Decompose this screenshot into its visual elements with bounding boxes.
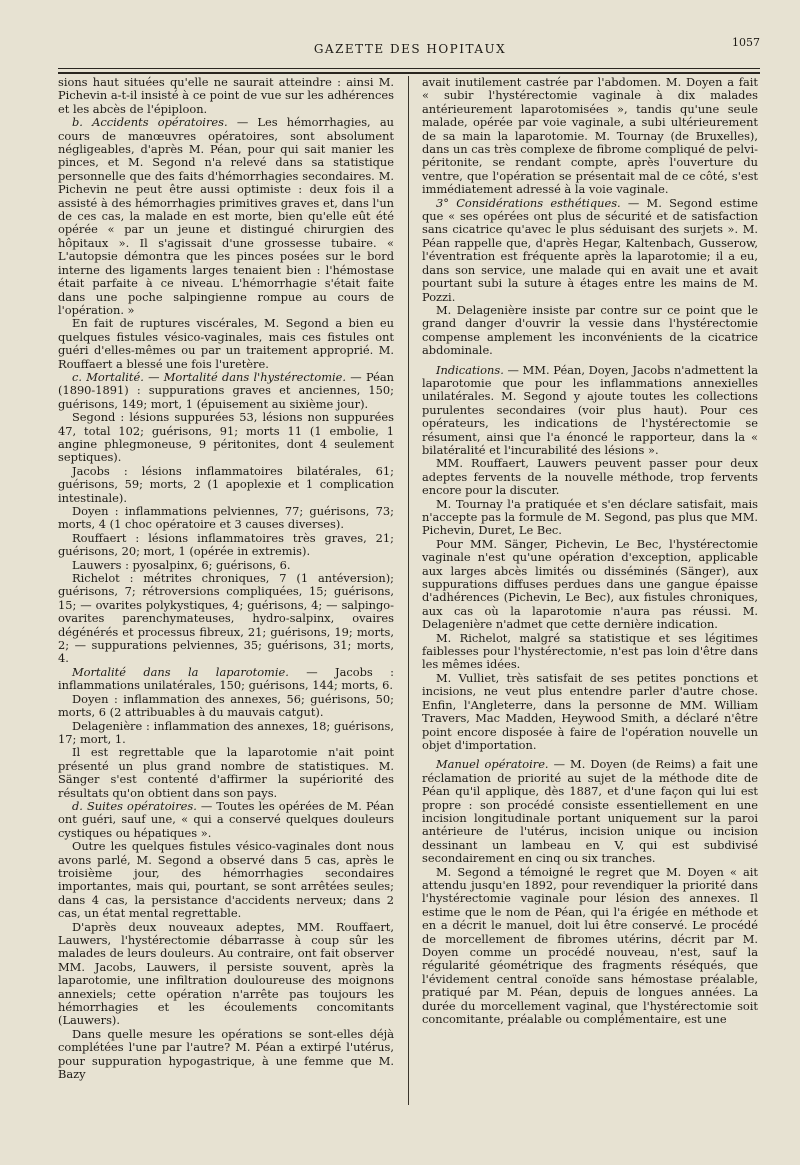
paragraph-text: Doyen : inflammations pelviennes, 77; guérisons, 73; morts, 4 (1 choc opératoire et 3 causes diverses). [58,504,394,532]
left-column [58,76,394,1116]
paragraph-text: Segond : lésions suppurées 53, lésions non suppurées 47, total 102; guérisons, 91; morts 11 (1 embolie, 1 angine phlegmoneuse, 9 péritonites, dont 4 seulement septiques). [58,410,394,465]
paragraph [58,840,394,920]
paragraph [58,465,394,505]
paragraph [422,672,758,752]
paragraph-heading: Mortalité dans la laparotomie. [72,664,289,679]
paragraph-heading: 3° Considérations esthétiques. [436,195,621,210]
paragraph [58,746,394,800]
paragraph [58,1028,394,1082]
paragraph-text: M. Segond a témoigné le regret que M. Doyen « ait attendu jusqu'en 1892, pour revendiquer la priorité dans l'hystérectomie vaginale pour lésion des annexes. Il estime que le nom de Péan, qui l'a érigée en méthode et en a décrit le manuel, doit lui être conservé. Le procédé de morcellement de fibromes utérins, décrit par M. Doyen comme un procédé nouveau, n'est, sauf la régularité géométrique des fragments réséqués, que l'évidement central conoïde sans hémostase préalable, pratiqué par M. Péan, depuis de longues années. La durée du morcellement vaginal, que l'hystérectomie soit concomitante, préalable ou complémentaire, est une [422,864,758,1027]
right-column [422,76,758,1116]
paragraph [58,693,394,720]
paragraph-text: M. Vulliet, très satisfait de ses petites ponctions et incisions, ne veut plus entendre parler d'autre chose. Enfin, l'Angleterre, dans la personne de MM. William Travers, Mac Madden, Heywood Smith, a déclaré n'être point encore disposée à faire de l'opération nouvelle un objet d'importation. [422,670,758,752]
paragraph-text: — Les hémorrhagies, au cours de manœuvres opératoires, sont absolument négligeables, d'après M. Péan, pour qui sait manier les pinces, et M. Segond n'a relevé dans sa statistique personnelle que des faits d'hémorrhagies secondaires. M. Pichevin ne peut être aussi optimiste : deux fois il a assisté à des hémorrhagies primitives graves et, dans l'un de ces cas, la malade en est morte, bien qu'elle eût été opérée « par un jeune et distingué chirurgien des hôpitaux ». Il s'agissait d'une grossesse tubaire. « L'autopsie démontra que les pinces posées sur le bord interne des ligaments larges tenaient bien : l'hémostase était parfaite à ce niveau. L'hémorrhagie s'était faite dans une poche salpingienne rompue au cours de l'opération. » [58,115,394,317]
paragraph-heading: d. Suites opératoires. [72,798,197,813]
paragraph-text: — Jacobs : inflammations unilatérales, 150; guérisons, 144; morts, 6. [58,664,394,693]
paragraph [422,304,758,358]
paragraph-text: — M. Segond estime que « ses opérées ont plus de sécurité et de satisfaction sans cicatrice qu'avec le plus séduisant des surjets ». M. Péan rappelle que, d'après Hegar, Kaltenbach, Gusserow, l'éventration est fréquente après la laparotomie; il a eu, dans son service, une malade qui en avait une et avait pourtant subi la suture à étages entre les mains de M. Pozzi. [422,195,758,304]
paragraph-text: Lauwers : pyosalpinx, 6; guérisons, 6. [72,557,291,572]
paragraph [58,411,394,465]
paragraph-text: Pour MM. Sänger, Pichevin, Le Bec, l'hystérectomie vaginale n'est qu'une opération d'exception, applicable aux larges abcès limités ou disséminés (Sänger), aux suppurations diffuses perdues dans une gangue épaisse d'adhérences (Pichevin, Le Bec), aux fistules chroniques, aux cas où la laparotomie n'aura pas réussi. M. Delagenière n'admet que cette dernière indication. [422,536,758,632]
paragraph-text: sions haut situées qu'elle ne saurait atteindre : ainsi M. Pichevin a-t-il insisté à ce point de vue sur les adhérences et les abcès de l'épiploon. [58,76,394,116]
paragraph-text: Rouffaert : lésions inflammatoires très graves, 21; guérisons, 20; mort, 1 (opérée in extremis). [58,530,394,559]
paragraph-text: Dans quelle mesure les opérations se sont-elles déjà complétées l'une par l'autre? M. Péan a extirpé l'utérus, pour suppuration hypogastrique, à une femme que M. Bazy [58,1026,394,1082]
paragraph [422,758,758,865]
paragraph-text: — Toutes les opérées de M. Péan ont guéri, sauf une, « qui a conservé quelques douleurs cystiques ou hépatiques ». [58,798,394,840]
paragraph-text: — Péan (1890-1891) : suppurations graves et anciennes, 150; guérisons, 149; mort, 1 (épuisement au sixième jour). [58,369,394,411]
paragraph [422,866,758,1027]
paragraph-heading: b. Accidents opératoires. [72,115,228,130]
paragraph [58,532,394,559]
paragraph-text: MM. Rouffaert, Lauwers peuvent passer pour deux adeptes fervents de la nouvelle méthode, trop fervents encore pour la discuter. [422,456,758,498]
paragraph-text: — M. Doyen (de Reims) a fait une réclamation de priorité au sujet de la méthode dite de Péan qu'il applique, dès 1887, et d'une façon qui lui est propre : son procédé consiste essentiellement en une incision longitudinale portant uniquement sur la paroi antérieure de l'utérus, incision unique ou incision dessinant un lambeau en V, qui est subdivisé secondairement en cinq ou six tranches. [422,757,758,866]
paragraph-text: Outre les quelques fistules vésico-vaginales dont nous avons parlé, M. Segond a observé dans 5 cas, après le troisième jour, des hémorrhagies secondaires importantes, mais qui, pourtant, se sont arrêtées seules; dans 4 cas, la persistance d'accidents nerveux; dans 2 cas, un état mental regrettable. [58,839,394,921]
paragraph [422,538,758,632]
paragraph-text: M. Richelot, malgré sa statistique et ses légitimes faiblesses pour l'hystérectomie, n'est pas loin d'être dans les mêmes idées. [422,630,758,672]
paragraph [422,632,758,672]
paragraph-text: M. Delagenière insiste par contre sur ce point que le grand danger d'ouvrir la vessie dans l'hystérectomie compense amplement les inconvénients de la cicatrice abdominale. [422,302,758,358]
paragraph-heading: c. Mortalité. — Mortalité dans l'hystérectomie. [72,369,347,384]
paragraph [422,498,758,538]
header-rule-thick [58,72,760,74]
paragraph-text: Delagenière : inflammation des annexes, 18; guérisons, 17; mort, 1. [58,718,394,746]
paragraph [58,800,394,840]
paragraph [58,371,394,411]
paragraph-text: M. Tournay l'a pratiquée et s'en déclare satisfait, mais n'accepte pas la formule de M. Segond, pas plus que MM. Pichevin, Duret, Le Bec. [422,496,758,538]
paragraph-text: avait inutilement castrée par l'abdomen. M. Doyen a fait « subir l'hystérectomie vaginale à dix malades antérieurement laparotomisées », tandis qu'une seule malade, opérée par voie vaginale, a subi ultérieurement de sa main la laparotomie. M. Tournay (de Bruxelles), dans un cas très complexe de fibrome compliqué de pelvi-péritonite, se rendant compte, après l'ouverture du ventre, que l'opération se présentait mal de ce côté, s'est immédiatement adressé à la voie vaginale. [422,76,758,197]
paragraph [58,116,394,317]
running-header [60,38,760,60]
page-number: 1057 [732,36,760,49]
paragraph-heading: Indications. [436,362,504,377]
paragraph [422,457,758,497]
paragraph [58,76,394,116]
paragraph [58,720,394,747]
paragraph-text: Doyen : inflammation des annexes, 56; guérisons, 50; morts, 6 (2 attribuables à du mauvais catgut). [58,691,394,720]
paragraph [58,559,394,572]
paragraph [422,364,758,458]
header-rule [58,68,760,69]
paragraph-text: D'après deux nouveaux adeptes, MM. Rouffaert, Lauwers, l'hystérectomie débarrasse à coup sûr les malades de leurs douleurs. Au contraire, ont fait observer MM. Jacobs, Lauwers, il persiste souvent, après la laparotomie, une infiltration douloureuse des moignons annexiels; cette opération n'arrête pas toujours les hémorrhagies et les écoulements concomitants (Lauwers). [58,919,394,1028]
paragraph [422,76,758,197]
paragraph [58,317,394,371]
column-divider [408,76,409,1105]
paragraph [58,666,394,693]
journal-title: GAZETTE DES HOPITAUX [313,42,507,56]
paragraph-text: En fait de ruptures viscérales, M. Segond a bien eu quelques fistules vésico-vaginales, mais ces fistules ont guéri d'elles-mêmes ou par un traitement approprié. M. Rouffaert a blessé une fois l'uretère. [58,316,394,371]
paragraph [58,572,394,666]
paragraph-text: Richelot : métrites chroniques, 7 (1 antéversion); guérisons, 7; rétroversions compliquées, 15; guérisons, 15; — ovarites polykystiques, 4; guérisons, 4; — salpingo-ovarites parenchymateuses, hydro-salpinx, ovaires dégénérés et processus fibreux, 21; guérisons, 19; morts, 2; — suppurations pelviennes, 35; guérisons, 31; morts, 4. [58,571,394,666]
paragraph-heading: Manuel opératoire. [436,757,549,772]
paragraph [58,505,394,532]
paragraph [422,197,758,304]
paragraph [58,921,394,1028]
paragraph-text: Il est regrettable que la laparotomie n'ait point présenté un plus grand nombre de statistiques. M. Sänger s'est contenté d'affirmer la supériorité des résultats qu'on obtient dans son pays. [58,745,394,800]
paragraph-text: — MM. Péan, Doyen, Jacobs n'admettent la laparotomie que pour les inflammations annexielles unilatérales. M. Segond y ajoute toutes les collections purulentes secondaires (voir plus haut). Pour ces opérateurs, les indications de l'hystérectomie se résument, ainsi que l'a énoncé le rapporteur, dans la « bilatéralité et l'incurabilité des lésions ». [422,362,758,457]
paragraph-text: Jacobs : lésions inflammatoires bilatérales, 61; guérisons, 59; morts, 2 (1 apoplexie et 1 complication intestinale). [58,463,394,505]
